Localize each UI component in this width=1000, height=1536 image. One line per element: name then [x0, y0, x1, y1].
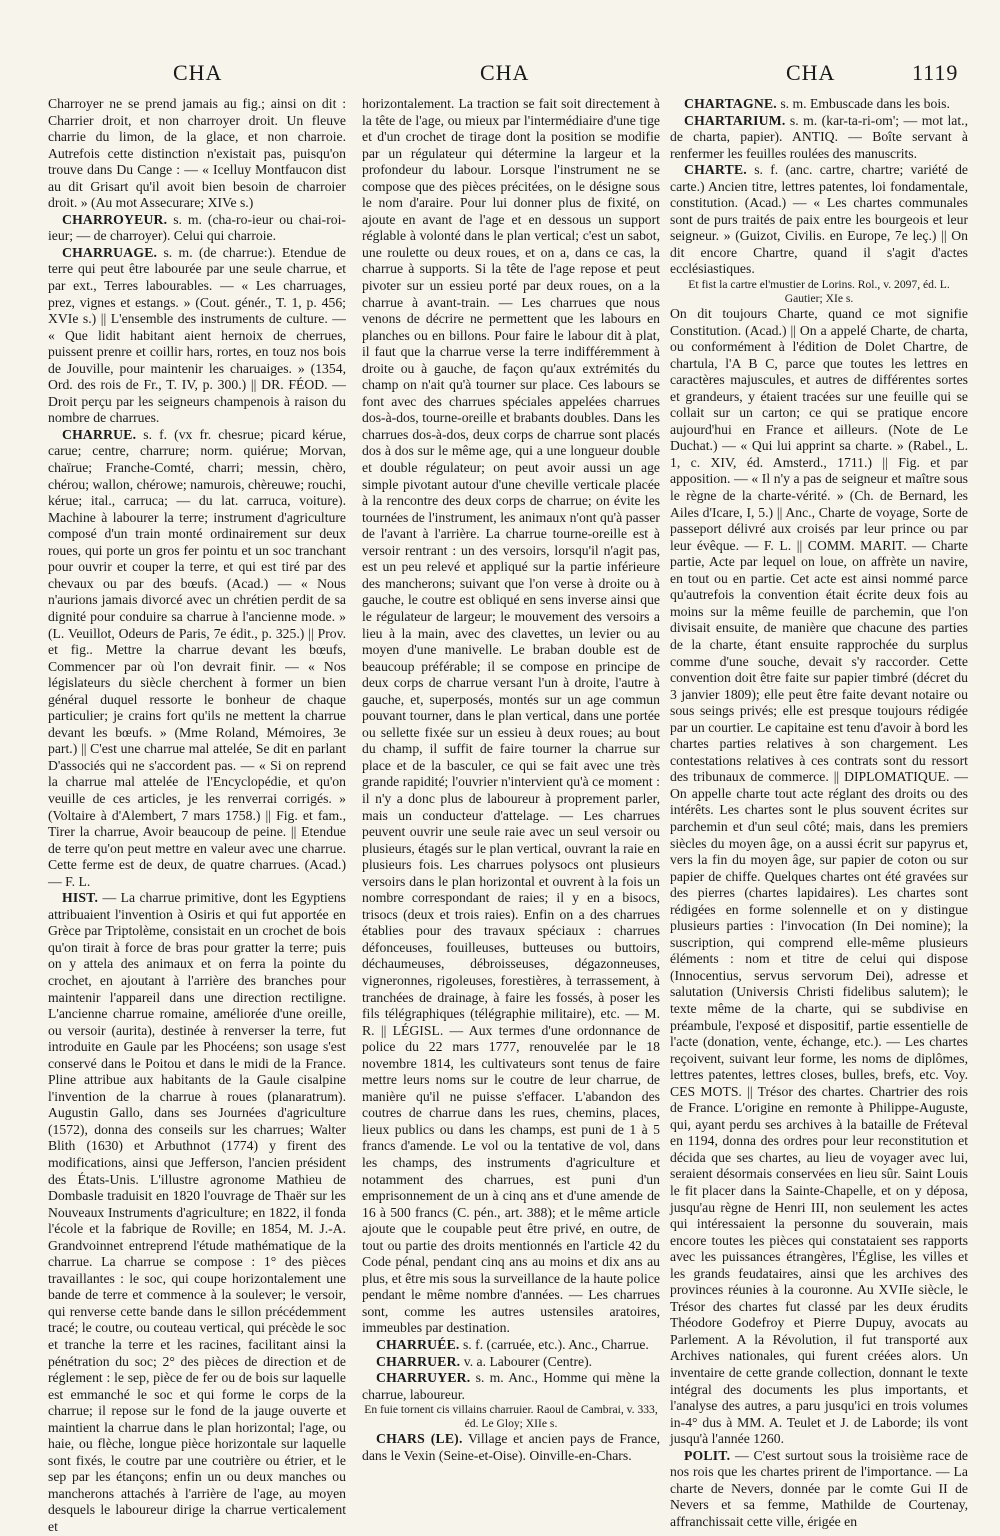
entry-headword: CHARRUÉE. [376, 1337, 460, 1353]
entry-continuation [48, 96, 346, 212]
entry-text: v. a. Labourer (Centre). [463, 1353, 593, 1369]
entry-headword: CHARROYEUR. [62, 211, 168, 227]
text-column-3 [670, 96, 969, 1529]
entry-text: horizontalement. La traction se fait soit directement à la tête de l'age, ou mieux par l'intermédiaire d'une tige et d'un crochet de tirage dont la position se modifie par un régulateur qui détermine la largeur et la profondeur du labour. Lorsque l'instrument ne se compose que des pièces précitées, on le désigne sous le nom d'araire. Pour lui donner plus de fixité, on ajoute en avant de l'age et en dessous un support réglable à volonté dans le plan vertical; c'est un sabot, une roulette ou deux roues, et on a, dans ce cas, la charrue à supports. Si la tête de l'age repose et peut pivoter sur un essieu porté par deux roues, on a la charrue à avant-train. — Les charrues que nous venons de décrire ne permettent que les labours en planches ou en billons. Pour faire le labour dit à plat, il faut que la charrue verse la terre indifféremment à droite ou à gauche, de façon qu'aux extrémités du champ on n'ait qu'à tourner sur place. Ces labours se font avec des charrues spéciales appelées charrues dos-à-dos, tourne-oreille et brabants doubles. Dans les charrues dos-à-dos, deux corps de charrue sont placés dos à dos sur le même age, qui a une longueur double et double régulateur; on peut avoir aussi un age simple pivotant autour d'une cheville verticale placée à la rencontre des deux corps de charrue; on évite les tournées de l'instrument, les animaux n'ont qu'à passer de l'avant à l'arrière. La charrue tourne-oreille est à versoir rentrant : un des versoirs, lorsqu'il n'agit pas, est un peu relevé et appliqué sur la partie inférieure des mancherons; suivant que l'on verse à droite ou à gauche, le coutre est obliqué en sens inverse ainsi que le régulateur de largeur; le mouvement des versoirs a lieu à la main, avec des clavettes, un levier ou au moyen d'une manivelle. Le braban double est de beaucoup préférable; il se compose en principe de deux corps de charrue versant l'un à droite, l'autre à gauche, et, superposés, montés sur un age commun pouvant tourner, dans le plan vertical, dans une portée ou sellette fixée sur un essieu à deux roues; au bout du champ, il suffit de faire tourner la charrue sur place et de la basculer, ce qui se fait avec une très grande rapidité; l'ouvrier n'intervient qu'à ce moment : il n'y a donc plus de laboureur à proprement parler, mais un conducteur d'attelage. — Les charrues peuvent ouvrir une seule raie avec un seul versoir ou plusieurs, étagés sur le plan vertical, ouvrant la raie en plusieurs fois. Les charrues polysocs ont plusieurs versoirs dans le plan horizontal et ouvrent à la fois un nombre correspondant de raies; il y en a bisocs, trisocs (deux et trois raies). Enfin on a des charrues établies pour des travaux spéciaux : charrues défonceuses, fouilleuses, butteuses ou buttoirs, déchaumeuses, débroisseuses, dégazonneuses, vigneronnes, rigoleuses, forestières, à terrassement, à tranchées de drainage, à faire les fossés, à poser les fils télégraphiques (télégraphie militaire), etc. — M. R. || LÉGISL. — Aux termes d'une ordonnance de police du 22 mars 1777, renouvelée par le 18 novembre 1814, les cultivateurs sont tenus de faire mettre leurs noms sur le coutre de leur charrue, de manière qu'il ne puisse s'effacer. L'abandon des coutres de charrue dans les rues, chemins, places, lieux publics ou dans les champs, est puni de 1 à 5 francs d'amende. Le vol ou la tentative de vol, dans les champs, des instruments d'agriculture et notamment des charrues, est puni d'un emprisonnement de un à cinq ans et d'une amende de 16 à 500 francs (C. pén., art. 388); et le même article ajoute que le coupable peut être privé, en outre, de tout ou partie des droits mentionnés en l'article 42 du Code pénal, pendant cinq ans au moins et dix ans au plus, et être mis sous la surveillance de la haute police pendant le même nombre d'années. — Les charrues sont, comme les autres ustensiles aratoires, immeubles par destination. [362, 96, 660, 1336]
entry-text: Village et ancien pays de France, dans le Vexin (Seine-et-Oise). Oinville-en-Chars. [362, 1431, 660, 1463]
text-column-2 [362, 96, 660, 1463]
entry-continuation [362, 96, 660, 1337]
dictionary-entry [670, 113, 968, 163]
entry-text: — La charrue primitive, dont les Egyptiens attribuaient l'invention à Osiris et qui fut apportée en Grèce par Triptolème, consistait en un crochet de bois qu'on tirait à force de bras pour gratter la terre; puis on y attela des animaux et on ferra la pointe du crochet, en ajoutant à l'arrière des branches pour maintenir l'appareil dans une direction rectiligne. L'ancienne charrue romaine, améliorée d'une oreille, ou versoir (aurita), destinée à renverser la terre, fut introduite en Gaule par les Phocéens; son usage s'est conservé dans le Poitou et dans le midi de la France. Pline attribue aux habitants de la Gaule cisalpine l'invention de la charrue à roues (planaratrum). Augustin Gallo, dans ses Journées d'agriculture (1572), donna des conseils sur les charrues; Walter Blith (1630) et Arbuthnot (1774) y firent des modifications, ainsi que Jefferson, l'ancien président des États-Unis. L'illustre agronome Mathieu de Dombasle traduisit en 1820 l'ouvrage de Thaër sur les Nouveaux Instruments d'agriculture; en 1822, il fonda l'école et la fabrique de Roville; en 1854, M. J.-A. Grandvoinnet entreprend l'étude mathématique de la charrue. La charrue se compose : 1° des pièces travaillantes : le soc, qui coupe horizontalement une bande de terre et commence à la soulever; le versoir, qui renverse cette bande dans le sillon précédemment tracé; le coutre, ou couteau vertical, qui précède le soc et tranche la terre et les racines, facilitant ainsi la pénétration du soc; 2° des pièces de direction et de réglement : le sep, pièce de fer ou de bois sur laquelle est emmanché le soc et qui forme le corps de la charrue; il repose sur le fond de la jauge ouverte et maintient la charrue dans le plan horizontal; l'age, ou haie, ou flèche, longue pièce horizontale sur laquelle sont fixés, le coutre par une coutrière ou étrier, et le sep par les étançons; enfin un ou deux manches ou mancherons attachés à l'arrière de l'age, au moyen desquels le laboureur dirige la charrue verticalement et [48, 890, 346, 1535]
entry-headword: CHARRUYER. [376, 1370, 471, 1386]
running-headword-left: CHA [173, 60, 223, 85]
dictionary-entry [670, 1448, 968, 1531]
dictionary-entry [362, 1431, 660, 1464]
entry-text: s. m. Embuscade dans les bois. [780, 96, 950, 111]
entry-headword: CHARRUE. [62, 426, 137, 442]
dictionary-entry [48, 212, 346, 245]
text-column-1 [48, 96, 347, 1535]
dictionary-entry [670, 96, 968, 113]
page-number: 1119 [912, 60, 959, 85]
entry-text: s. m. Anc., Homme qui mène la charrue, laboureur. [362, 1370, 660, 1402]
entry-text: s. m. (cha-ro-ieur ou chai-roi-ieur; — de charroyer). Celui qui charroie. [48, 211, 346, 244]
entry-headword: CHARS (LE). [376, 1431, 463, 1447]
entry-headword: CHARRUER. [376, 1353, 461, 1369]
dictionary-entry [362, 1370, 660, 1403]
entry-headword: CHARTE. [684, 162, 747, 178]
entry-headword: CHARTARIUM. [684, 112, 786, 128]
dictionary-entry [48, 427, 346, 890]
entry-headword: CHARRUAGE. [62, 244, 158, 260]
dictionary-entry [362, 1337, 660, 1354]
dictionary-entry [48, 245, 346, 427]
entry-text: s. m. (kar-ta-ri-om'; — mot lat., de charta, papier). ANTIQ. — Boîte servant à renfermer les feuilles roulées des manuscrits. [670, 112, 968, 161]
running-headword-center: CHA [480, 60, 530, 85]
dictionary-entry [362, 1354, 660, 1371]
citation-quote: En fuie tornent cis villains charruier. Raoul de Cambrai, v. 333, éd. Le Gloy; XIIe s. [364, 1403, 658, 1431]
entry-text: s. f. (vx fr. chesrue; picard kérue, carue; centre, charrure; norm. quiérue; Morvan, chaïrue; Franche-Comté, charri; messin, chèro, chérou; wallon, chérowe; namurois, chèreuwe; rouchi, kérue; ital., carruca; — du lat. carruca, voiture). Machine à labourer la terre; instrument d'agriculture composé d'un train monté ordinairement sur deux roues, qui porte un gros fer pointu et un soc tranchant pour ouvrir et couper la terre, et qui est tiré par des chevaux ou par des bœufs. (Acad.) — « Nous n'aurions jamais divorcé avec un chrétien perdit de sa dignité pour conduire sa charrue à l'ancienne mode. » (L. Veuillot, Odeurs de Paris, 7e édit., p. 325.) || Prov. et fig.. Mettre la charrue devant les bœufs, Commencer par où l'on devrait finir. — « Nos législateurs du siècle cherchent à former un bien général duquel ressorte le bonheur de chaque particulier; je crains fort qu'ils ne mettent la charrue devant les bœufs. » (Mme Roland, Mémoires, 3e part.) || C'est une charrue mal attelée, Se dit en parlant D'associés qui ne s'accordent pas. — « Si on reprend la charrue mal attelée de l'Encyclopédie, et qu'on veuille de ces articles, je les renverrai corrigés. » (Voltaire à d'Alembert, 7 mars 1758.) || Fig. et fam., Tirer la charrue, Avoir beaucoup de peine. || Etendue de terre qu'on peut mettre en valeur avec une charrue. Cette ferme est de deux, de quatre charrues. (Acad.) — F. L. [48, 426, 347, 889]
running-header [0, 60, 1000, 88]
citation-quote: Et fist la cartre el'mustier de Lorins. Rol., v. 2097, éd. L. Gautier; XIe s. [688, 278, 950, 306]
entry-text: On dit toujours Charte, quand ce mot signifie Constitution. (Acad.) || On a appelé Charte, de charta, ou conformément à l'édition de Dolet Chartre, de chartula, l'A B C, parce que toutes les lettres en caractères majuscules, et autres de différentes sortes et grandeurs, y étaient tracées sur une feuille qui se collait sur un carton; ce qui se pratique encore aujourd'hui en France et ailleurs. (Note de Le Duchat.) — « Qui lui apprint sa charte. » (Rabel., L. 1, c. XIV, éd. Amsterd., 1711.) || Fig. et par apposition. — « Il n'y a pas de seigneur et maître sous le règne de la charte-vérité. » (Ch. de Bernard, les Ailes d'Icare, I, 5.) || Anc., Charte de voyage, Sorte de passeport délivré aux croisés par leur prince ou par leur évêque. — F. L. || COMM. MARIT. — Charte partie, Acte par lequel on loue, on affrète un navire, en tout ou en partie. Cet acte est ainsi nommé parce qu'autrefois la convention était écrite deux fois au moins sur la même feuille de parchemin, que l'on divisait ensuite, de manière que chacune des parties de la charte, étant ensuite rapprochée du surplus comme d'une souche, devait s'y raccorder. Cette convention doit être faite sur papier timbré (décret du 3 janvier 1809); elle peut être faite devant notaire ou sous seings privés; elle est presque toujours rédigée par un courtier. Le capitaine est tenu d'avoir à bord les chartes parties relatives à son chargement. Les contestations relatives à ces contrats sont du ressort des tribunaux de commerce. || DIPLOMATIQUE. — On appelle charte tout acte réglant des droits ou des intérêts. Les chartes sont le plus souvent écrites sur parchemin et d'un seul côté; mais, dans les premiers siècles du moyen âge, on a aussi écrit sur papyrus et, vers la fin du moyen âge, sur papier de coton ou sur papier de chiffe. Quelques chartes ont été gravées sur des pierres (chartes lapidaires). Les chartes sont rédigées en forme solennelle et on y distingue plusieurs parties : l'invocation (In Dei nomine); la suscription, qui comprend elle-même plusieurs éléments : nom et titre de celui qui dispose (Innocentius, servus servorum Dei), adresse et salutation (Universis Christi fidelibus salutem); le texte même de la charte, qui se subdivise en préambule, l'exposé et dispositif, partie essentielle de l'acte (donation, vente, échange, etc.). — Les chartes reçoivent, suivant leur forme, les noms de diplômes, lettres patentes, lettres closes, bulles, brefs, etc. Voy. CES MOTS. || Trésor des chartes. Chartrier des rois de France. L'origine en remonte à Philippe-Auguste, qui, ayant perdu ses archives à la bataille de Fréteval en 1194, donna des ordres pour leur reconstitution et décida que ses chartes, au lieu de voyager avec lui, seraient désormais conservées en lieu sûr. Saint Louis le fit placer dans la Sainte-Chapelle, et on y déposa, jusqu'au règne de Henri III, non seulement les actes qui intéressaient la personne du souverain, mais encore toutes les pièces qui constataient ses rapports avec les puissances étrangères, l'Église, les villes et les grands feudataires, ainsi que les archives des provinces réunies à la couronne. Au XVIIe siècle, le Trésor des chartes fut classé par les deux érudits Théodore Godefroy et Pierre Dupuy, avocats au Parlement. A la Révolution, il fut transporté aux Archives nationales, qui furent créées alors. Un inventaire de cette grande collection, donnant le texte intégral des documents les plus importants, et l'analyse des autres, a paru jusqu'ici en trois volumes in-4° dus à MM. A. Teulet et J. de Laborde; ils vont jusqu'à l'année 1260. [670, 306, 968, 1447]
entry-headword: POLIT. [684, 1447, 731, 1463]
entry-continuation [670, 306, 968, 1448]
entry-text: Charroyer ne se prend jamais au fig.; ainsi on dit : Charrier droit, et non charroyer droit. Un fleuve charrie du limon, de la glace, et non charroie. Autrefois cette distinction n'existait pas, puisqu'on trouve dans Du Cange : — « Icelluy Montfaucon dist au dit Grisart qu'il avoit bien besoin de charroier droit. » (Au mot Assecurare; XIVe s.) [48, 96, 346, 211]
dictionary-entry [48, 890, 346, 1535]
entry-text: s. m. (de charrue:). Etendue de terre qui peut être labourée par une seule charrue, et par ext., Terres labourables. — « Les charruages, prez, vignes et estangs. » (Cout. génér., T. 1, p. 456; XVIe s.) || L'ensemble des instruments de culture. — « Que lidit habitant aient hernoix de cherrues, puissent prenre et coillir hars, rortes, en touz nos bois de Jouville, pour maintenir les charuaiges. » (1354, Ord. des rois de Fr., T. IV, p. 300.) || DR. FÉOD. — Droit perçu par les seigneurs champenois à raison du nombre de charrues. [48, 244, 346, 426]
entry-text: s. f. (carruée, etc.). Anc., Charrue. [462, 1337, 649, 1353]
running-headword-right: CHA [786, 60, 836, 85]
dictionary-entry [670, 162, 968, 278]
entry-text: s. f. (anc. cartre, chartre; variété de carte.) Ancien titre, lettres patentes, loi fondamentale, constitution. (Acad.) — « Les chartes communales sont de purs traités de paix entre les bourgeois et leur seigneur. » (Guizot, Civilis. en Europe, 7e leç.) || On dit encore Chartre, quand il s'agit d'actes ecclésiastiques. [670, 162, 969, 277]
entry-headword: HIST. [62, 890, 99, 906]
entry-headword: CHARTAGNE. [684, 96, 777, 111]
entry-text: — C'est surtout sous la troisième race de nos rois que les chartes prirent de l'importance. — La charte de Nevers, donnée par le comte Gui II de Nevers et sa femme, Mathilde de Courtenay, affranchissait cette ville, érigée en [670, 1447, 968, 1529]
